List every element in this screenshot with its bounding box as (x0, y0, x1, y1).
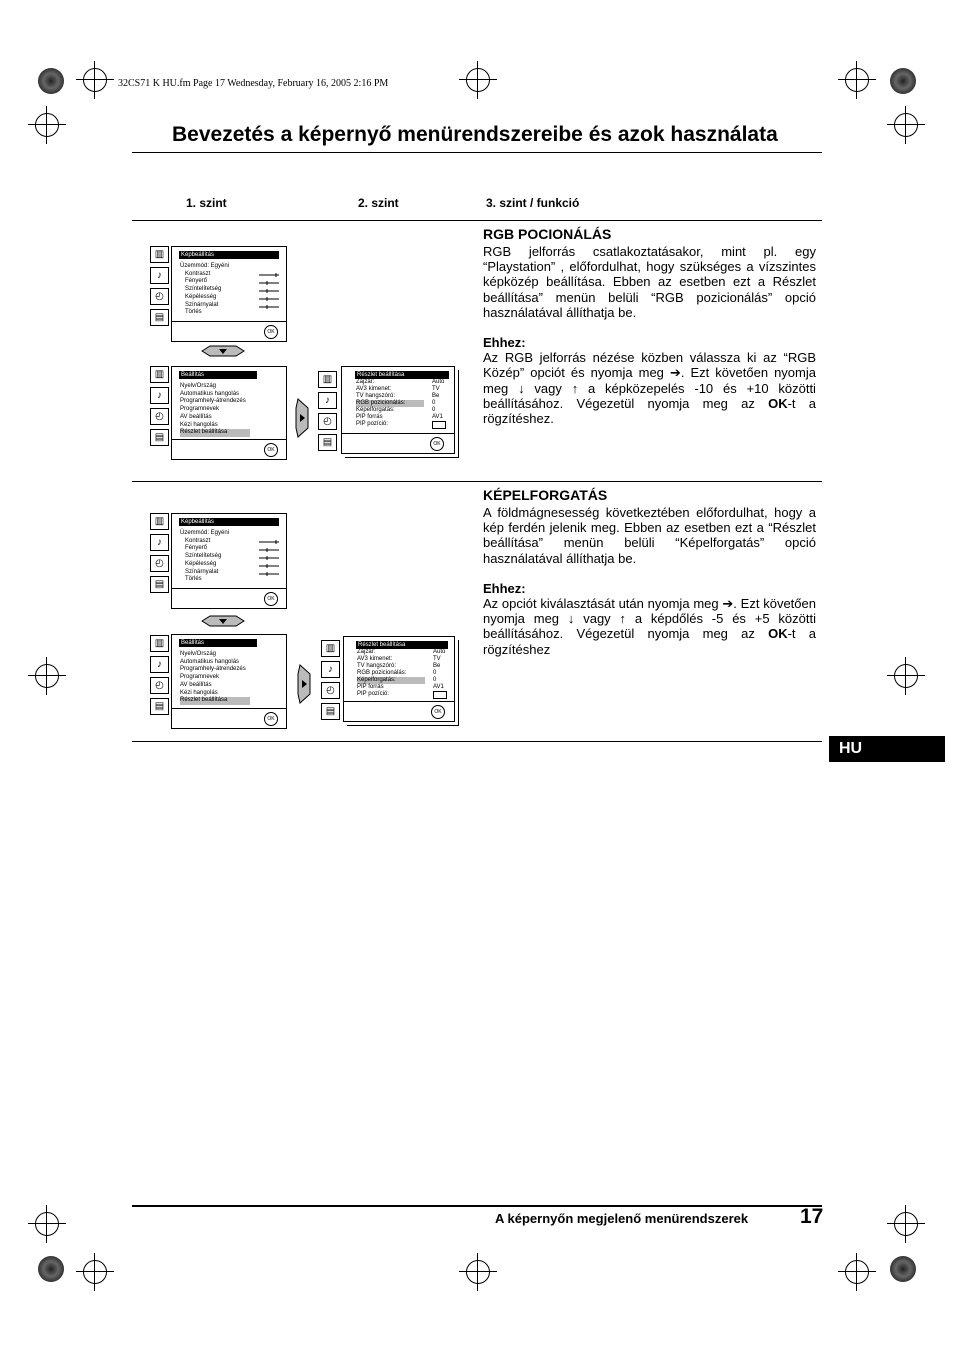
setup-icon: ▤ (150, 698, 169, 715)
setup-menu-title: Beállítás (179, 639, 257, 647)
picture-icon: ▥ (150, 635, 169, 652)
sound-icon: ♪ (318, 392, 337, 409)
setup-icon: ▤ (150, 576, 169, 593)
arrow-right-icon (294, 398, 310, 438)
instruction-text: a képdőlés -5 és +5 közötti beállításához. Végezetül nyomja meg az (483, 611, 816, 642)
timer-icon: ◴ (150, 288, 169, 305)
file-header: 32CS71 K HU.fm Page 17 Wednesday, February 16, 2005 2:16 PM (118, 78, 389, 89)
menu-item: Képélesség (185, 560, 217, 567)
menu-item-selected: Képelforgatás: (357, 677, 425, 684)
menu-item: RGB pozicionálás: (357, 670, 407, 676)
menu-item: Zajzár: (356, 379, 375, 385)
menu-item-selected: Részlet beállítása (180, 429, 250, 437)
page-title: Bevezetés a képernyő menürendszereibe és azok használata (172, 123, 778, 146)
menu-icons-column (318, 371, 337, 455)
detail-menu-title: Részlet beállítása (356, 641, 448, 649)
pip-position-icon (433, 691, 447, 699)
arrow-down-icon: ↓ (518, 380, 525, 396)
menu-value: Auto (432, 379, 445, 385)
section-heading: RGB POCIONÁLÁS (483, 226, 612, 242)
instruction-text: Az RGB jelforrás nézése közben válassza ki az “RGB Közép” opciót és nyomja meg (483, 350, 816, 381)
menu-item: Automatikus hangolás (180, 390, 240, 397)
setup-icon: ▤ (150, 309, 169, 326)
setup-icon: ▤ (318, 434, 337, 451)
ok-button-icon: OK (264, 592, 278, 606)
timer-icon: ◴ (318, 413, 337, 430)
picture-menu-title: Képbeállítás (179, 251, 279, 259)
menu-icons-column (150, 635, 169, 719)
page-number: 17 (800, 1205, 824, 1228)
ok-button-icon: OK (264, 712, 278, 726)
menu-item: Színtelítetség (185, 553, 222, 560)
menu-value: 0 (433, 677, 437, 683)
picture-mode: Üzemmód: Egyéni (180, 263, 230, 269)
picture-icon: ▥ (318, 371, 337, 388)
section-rule (132, 481, 822, 482)
registration-crosshair (83, 68, 107, 92)
setup-icon: ▤ (150, 429, 169, 446)
picture-icon: ▥ (321, 640, 340, 657)
header-rule (132, 220, 822, 221)
ok-button-icon: OK (264, 325, 278, 339)
section-intro: RGB jelforrás csatlakoztatásakor, mint pl. egy “Playstation” , előfordulhat, hogy szükséges a vízszintes képközép beállítása. Ebben az esetben ezt a Részlet beállítása” menün belüli “RGB pozicionálás” opció használatával állíthatja be. (483, 244, 816, 320)
section-text (483, 505, 816, 657)
menu-item: Kontraszt (185, 270, 211, 277)
picture-menu (171, 246, 287, 342)
sound-icon: ♪ (321, 661, 340, 678)
section-heading: KÉPELFORGATÁS (483, 487, 608, 503)
registration-mark-dark (38, 1256, 64, 1282)
menu-item: Kézi hangolás (180, 689, 218, 696)
menu-item: AV beállítás (180, 681, 212, 688)
slider-bars (258, 273, 280, 317)
menu-item: Színárnyalat (185, 568, 219, 575)
arrow-right-icon: ➔ (722, 596, 734, 612)
menu-item: Színtelítetség (185, 286, 222, 293)
registration-crosshair (83, 1260, 107, 1284)
registration-crosshair (894, 1212, 918, 1236)
instruction-text: -t a rögzítéshez (483, 626, 816, 657)
menu-item: Kézi hangolás (180, 421, 218, 428)
column-header-level3: 3. szint / funkció (486, 196, 580, 210)
menu-item: Törlés (185, 309, 202, 316)
timer-icon: ◴ (150, 555, 169, 572)
menu-icons-column (150, 366, 169, 450)
section-rule (132, 741, 822, 742)
instruction-text: a képközepelés -10 és +10 közötti beállításához. Végezetül nyomja meg az (483, 380, 816, 411)
menu-value: Be (432, 393, 440, 399)
registration-crosshair (845, 68, 869, 92)
sound-icon: ♪ (150, 387, 169, 404)
arrow-down-icon (200, 345, 246, 357)
arrow-right-icon: ➔ (669, 365, 681, 381)
column-header-level1: 1. szint (186, 196, 227, 210)
menu-item: Képelforgatás: (356, 407, 395, 413)
registration-mark-dark (38, 68, 64, 94)
menu-item: Programnevek (180, 674, 220, 681)
menu-item-selected: Részlet beállítása (180, 697, 250, 705)
menu-item: PIP pozíció: (357, 691, 389, 697)
picture-menu (171, 513, 287, 609)
instruction-text: . Ezt követően nyomja meg (483, 365, 816, 396)
slider-bars (258, 540, 280, 584)
detail-menu (341, 366, 455, 454)
registration-crosshair (35, 1212, 59, 1236)
menu-item-selected: RGB pozicionálás: (356, 400, 424, 407)
menu-value: AV1 (433, 684, 444, 690)
footer-title: A képernyőn megjelenő menürendszerek (495, 1211, 749, 1226)
title-rule (132, 152, 822, 153)
picture-icon: ▥ (150, 366, 169, 383)
instruction-text: -t a rögzítéshez. (483, 395, 816, 427)
column-header-level2: 2. szint (358, 196, 399, 210)
menu-item: PIP forrás (356, 414, 383, 420)
picture-icon: ▥ (150, 246, 169, 263)
registration-crosshair (35, 113, 59, 137)
arrow-right-icon (296, 664, 312, 704)
menu-item: AV3 kimenet: (356, 386, 392, 392)
menu-value: TV (433, 656, 441, 662)
registration-crosshair (845, 1260, 869, 1284)
setup-icon: ▤ (321, 703, 340, 720)
sound-icon: ♪ (150, 267, 169, 284)
menu-value: TV (432, 386, 440, 392)
registration-crosshair (466, 68, 490, 92)
instruction-text: vagy (583, 611, 611, 627)
arrow-down-icon: ↓ (567, 611, 575, 627)
arrow-up-icon: ↑ (571, 380, 579, 396)
menu-item: Nyelv/Ország (180, 651, 217, 657)
menu-item: TV hangszóró: (357, 663, 397, 669)
registration-crosshair (894, 664, 918, 688)
menu-item: Képélesség (185, 293, 217, 300)
menu-item: Fényerő (185, 278, 208, 285)
setup-menu (171, 634, 287, 729)
section-intro: A földmágnesesség következtében előfordulhat, hogy a kép ferdén jelenik meg. Ebben az esetben ezt a “Részlet beállítása” menün belüli “Képelforgatás” opció használatával állíthatja be. (483, 505, 816, 566)
menu-item: Nyelv/Ország (180, 383, 217, 389)
ok-label: OK (768, 395, 788, 411)
ok-button-icon: OK (264, 443, 278, 457)
sound-icon: ♪ (150, 534, 169, 551)
menu-item: AV3 kimenet: (357, 656, 393, 662)
menu-item: Programhely-átrendezés (180, 666, 246, 673)
detail-menu-title: Részlet beállítása (355, 371, 449, 379)
ehhez-label: Ehhez: (483, 580, 526, 596)
ok-label: OK (768, 626, 788, 642)
setup-menu (171, 366, 287, 460)
detail-menu (343, 636, 455, 722)
registration-crosshair (35, 664, 59, 688)
menu-item: PIP forrás (357, 684, 384, 690)
picture-mode: Üzemmód: Egyéni (180, 530, 230, 536)
picture-menu-title: Képbeállítás (179, 518, 279, 526)
instruction-text: . Ezt követően nyomja meg (483, 596, 816, 627)
ok-button-icon: OK (431, 705, 445, 719)
menu-item: Automatikus hangolás (180, 658, 240, 665)
menu-item: Törlés (185, 576, 202, 583)
menu-item: AV beállítás (180, 413, 212, 420)
menu-value: Be (433, 663, 441, 669)
picture-icon: ▥ (150, 513, 169, 530)
timer-icon: ◴ (150, 408, 169, 425)
timer-icon: ◴ (150, 677, 169, 694)
menu-value: 0 (432, 407, 436, 413)
ehhez-label: Ehhez: (483, 335, 526, 351)
instruction-text: vagy (534, 380, 562, 396)
pip-position-icon (432, 421, 446, 429)
menu-item: Fényerő (185, 545, 208, 552)
language-tab: HU (829, 736, 945, 762)
arrow-up-icon: ↑ (619, 611, 627, 627)
menu-item: Zajzár: (357, 649, 376, 655)
footer-rule (132, 1205, 822, 1207)
sound-icon: ♪ (150, 656, 169, 673)
menu-item: Színárnyalat (185, 301, 219, 308)
menu-value: 0 (432, 400, 436, 406)
instruction-text: Az opciót kiválasztását után nyomja meg (483, 596, 719, 612)
menu-item: Programnevek (180, 406, 220, 413)
arrow-down-icon (200, 615, 246, 627)
menu-item: Kontraszt (185, 537, 211, 544)
menu-value: 0 (433, 670, 437, 676)
ok-button-icon: OK (430, 437, 444, 451)
menu-value: Auto (433, 649, 446, 655)
menu-icons-column (321, 640, 340, 724)
menu-icons-column (150, 246, 169, 330)
registration-crosshair (894, 113, 918, 137)
menu-value: AV1 (432, 414, 443, 420)
menu-icons-column (150, 513, 169, 597)
menu-item: PIP pozíció: (356, 421, 388, 427)
timer-icon: ◴ (321, 682, 340, 699)
section-text (483, 244, 816, 426)
menu-item: TV hangszóró: (356, 393, 396, 399)
registration-mark-dark (890, 1256, 916, 1282)
registration-mark-dark (890, 68, 916, 94)
setup-menu-title: Beállítás (179, 371, 257, 379)
menu-item: Programhely-átrendezés (180, 398, 246, 405)
registration-crosshair (466, 1260, 490, 1284)
